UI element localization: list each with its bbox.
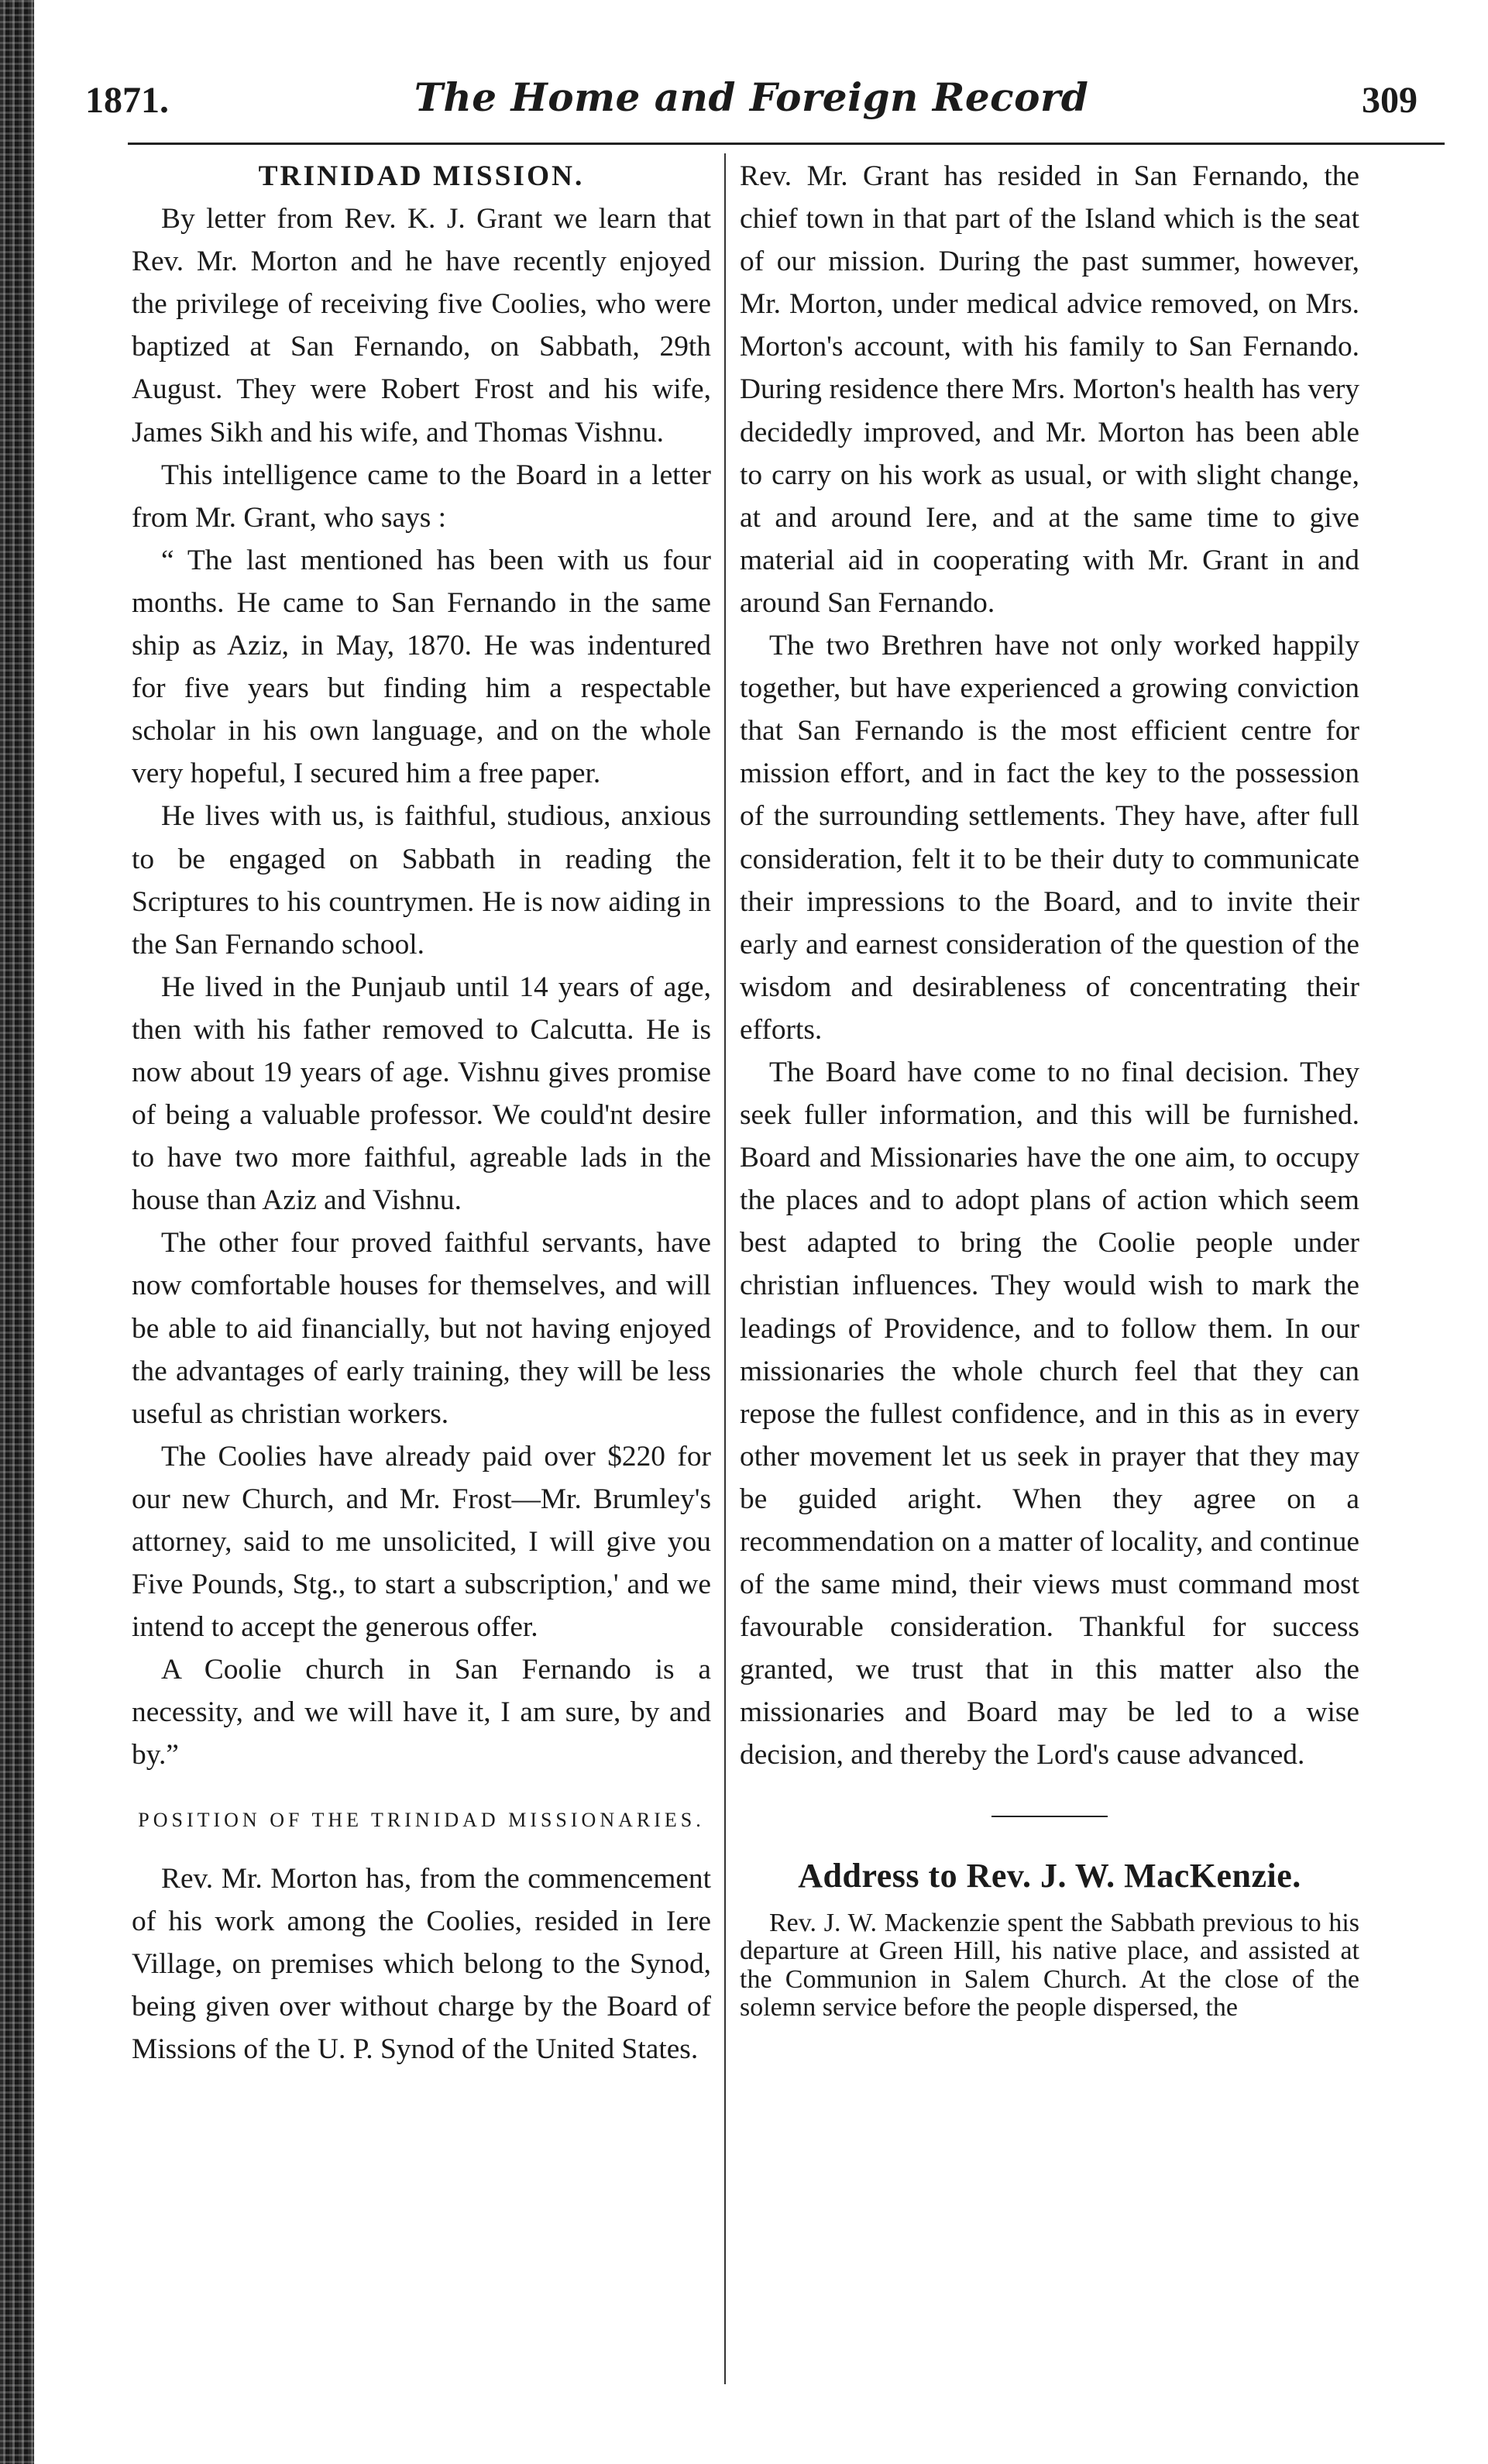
header-title: The Home and Foreign Record [414,74,1089,120]
paragraph: By letter from Rev. K. J. Grant we learn that Rev. Mr. Morton and he have recently enjoyed the privilege of receiving five Coolies, who were baptized at San Fernando, on Sabbath, 29th August. They were Robert Frost and his wife, James Sikh and his wife, and Thomas Vishnu. [132,203,711,448]
left-column [132,155,711,2071]
running-header [85,74,1418,136]
paragraph: This intelligence came to the Board in a letter from Mr. Grant, who says : [132,459,711,534]
paragraph: “ The last mentioned has been with us four months. He came to San Fernando in the same ship as Aziz, in May, 1870. He was indentured for five years but finding him a respectable scholar in his own language, and on the whole very hopeful, I secured him a free paper. [132,544,711,790]
section-rule [991,1816,1108,1817]
section-subheading: POSITION OF THE TRINIDAD MISSIONARIES. [138,1808,705,1831]
paragraph: He lives with us, is faithful, studious, anxious to be engaged on Sabbath in reading the Scriptures to his countrymen. He is now aiding in the San Fernando school. [132,800,711,961]
paragraph: Rev. J. W. Mackenzie spent the Sabbath previous to his departure at Green Hill, his native place, and assisted at the Communion in Salem Church. At the close of the solemn service before the people dispersed, the [740,1908,1359,2022]
paragraph: A Coolie church in San Fernando is a necessity, and we will have it, I am sure, by and by.” [132,1654,711,1772]
paragraph: The Coolies have already paid over $220 for our new Church, and Mr. Frost—Mr. Brumley's attorney, said to me unsolicited, I will give you Five Pounds, Stg., to start a subscription,' and we intend to accept the generous offer. [132,1440,711,1644]
article-heading: TRINIDAD MISSION. [258,160,585,192]
address-heading: Address to Rev. J. W. MacKenzie. [798,1856,1301,1895]
header-rule [128,143,1445,145]
page-number: 309 [1362,80,1418,121]
paragraph: The Board have come to no final decision. They seek fuller information, and this will be furnished. Board and Missionaries have the one aim, to occupy the places and to adopt plans of action which seem best adapted to bring the Coolie people under christian influences. They would wish to mark the leadings of Providence, and to follow them. In our missionaries the whole church feel that they can repose the fullest confidence, and in this as in every other movement let us seek in prayer that they may be guided aright. When they agree on a recommendation on a matter of locality, and continue of the same mind, their views must command most favourable consideration. Thankful for success granted, we trust that in this matter also the missionaries and Board may be led to a wise decision, and thereby the Lord's cause advanced. [740,1056,1359,1772]
column-divider [724,153,726,2384]
paragraph: Rev. Mr. Morton has, from the commencement of his work among the Coolies, resided in Iere Village, on premises which belong to the Synod, being given over without charge by the Board of Missions of the U. P. Synod of the United States. [132,1862,711,2065]
paragraph: The two Brethren have not only worked happily together, but have experienced a growing conviction that San Fernando is the most efficient centre for mission effort, and in fact the key to the possession of the surrounding settlements. They have, after full consideration, felt it to be their duty to communicate their impressions to the Board, and to invite their early and earnest consideration of the question of the wisdom and desirableness of concentrating their efforts. [740,630,1359,1046]
paragraph: He lived in the Punjaub until 14 years of age, then with his father removed to Calcutta. He is now about 19 years of age. Vishnu gives promise of being a valuable professor. We could'nt desire to have two more faithful, agreable lads in the house than Aziz and Vishnu. [132,971,711,1217]
paragraph: Rev. Mr. Grant has resided in San Fernando, the chief town in that part of the Island which is the seat of our mission. During the past summer, however, Mr. Morton, under medical advice removed, on Mrs. Morton's account, with his family to San Fernando. During residence there Mrs. Morton's health has very decidedly improved, and Mr. Morton has been able to carry on his work as usual, or with slight change, at and around Iere, and at the same time to give material aid in cooperating with Mr. Grant in and around San Fernando. [740,160,1359,619]
header-year: 1871. [85,80,169,121]
binding-edge [0,0,34,2464]
paragraph: The other four proved faithful servants, have now comfortable houses for themselves, and will be able to aid financially, but not having enjoyed the advantages of early training, they will be less useful as christian workers. [132,1227,711,1430]
right-column [740,155,1359,2022]
